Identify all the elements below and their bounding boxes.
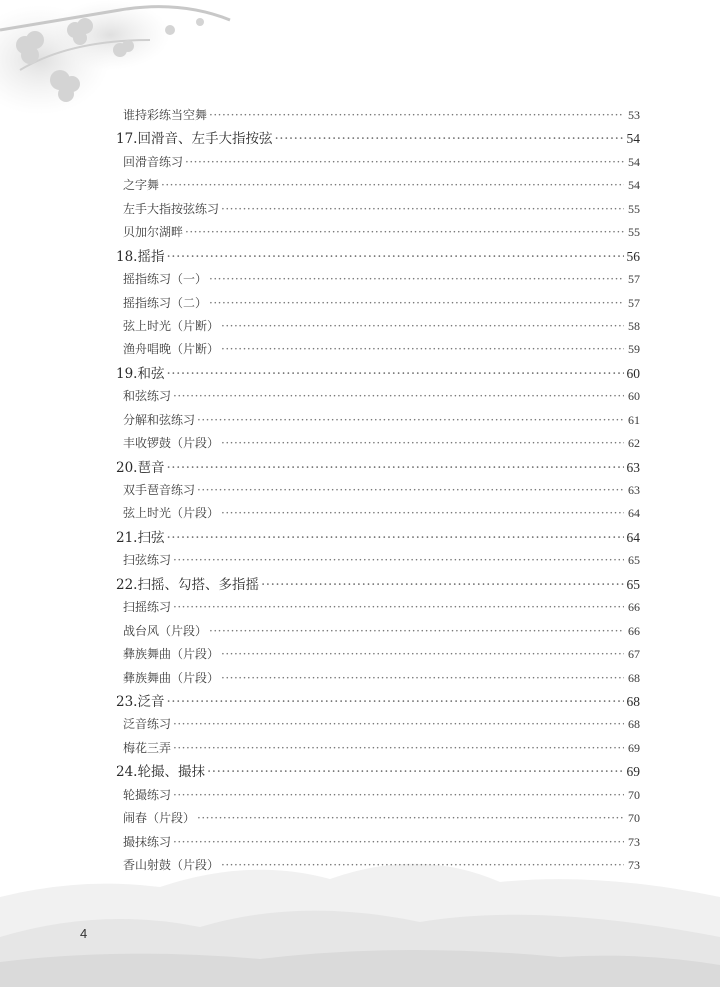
- toc-entry-title: 扫摇练习: [123, 600, 172, 615]
- toc-entry-row: [116, 174, 640, 197]
- toc-entry-title: 和弦练习: [123, 389, 172, 404]
- toc-entry-title: 香山射鼓（片段）: [123, 858, 220, 872]
- toc-entry-row: [116, 549, 640, 572]
- toc-entry-row: [116, 667, 640, 690]
- toc-entry-page: 67: [628, 647, 640, 662]
- dot-leader: [207, 761, 624, 784]
- toc-entry-row: [116, 807, 640, 830]
- dot-leader: [166, 363, 624, 386]
- toc-entry-page: 66: [628, 600, 640, 615]
- dot-leader: [221, 432, 624, 455]
- dot-leader: [221, 667, 624, 690]
- toc-entry-page: 63: [626, 459, 640, 475]
- toc-entry-title: 20.琶音: [116, 459, 165, 476]
- toc-entry-page: 58: [628, 318, 640, 333]
- toc-entry-page: 61: [628, 412, 640, 427]
- toc-chapter-row: [116, 456, 640, 479]
- toc-entry-title: 18.摇指: [116, 248, 165, 265]
- dot-leader: [185, 221, 624, 244]
- dot-leader: [197, 409, 624, 432]
- toc-entry-page: 69: [626, 764, 640, 780]
- toc-entry-row: [116, 198, 640, 221]
- toc-entry-page: 66: [628, 623, 640, 638]
- dot-leader: [173, 713, 624, 736]
- dot-leader: [221, 338, 624, 361]
- toc-entry-page: 68: [628, 717, 640, 732]
- dot-leader: [221, 315, 624, 338]
- toc-entry-title: 21.扫弦: [116, 529, 165, 546]
- dot-leader: [166, 246, 624, 269]
- toc-entry-page: 70: [628, 811, 640, 826]
- toc-entry-row: [116, 385, 640, 408]
- toc-entry-page: 73: [628, 834, 640, 849]
- dot-leader: [166, 457, 624, 480]
- dot-leader: [173, 385, 624, 408]
- dot-leader: [209, 620, 624, 643]
- toc-chapter-row: [116, 573, 640, 596]
- toc-chapter-row: [116, 526, 640, 549]
- toc-entry-title: 闹春（片段）: [123, 811, 196, 826]
- toc-entry-page: 70: [628, 787, 640, 802]
- toc-entry-row: [116, 620, 640, 643]
- toc-entry-page: 57: [628, 272, 640, 287]
- dot-leader: [197, 479, 624, 502]
- dot-leader: [161, 174, 624, 197]
- dot-leader: [221, 643, 624, 666]
- toc-entry-title: 回滑音练习: [123, 154, 184, 169]
- toc-entry-row: [116, 292, 640, 315]
- toc-entry-row: [116, 854, 640, 877]
- toc-chapter-row: [116, 760, 640, 783]
- toc-entry-title: 弦上时光（片段）: [123, 506, 220, 521]
- dot-leader: [274, 128, 624, 151]
- toc-chapter-row: [116, 690, 640, 713]
- dot-leader: [197, 807, 624, 830]
- toc-entry-page: 63: [628, 483, 640, 497]
- toc-entry-page: 54: [626, 131, 640, 147]
- toc-entry-page: 54: [628, 178, 640, 193]
- toc-entry-page: 57: [628, 295, 640, 310]
- dot-leader: [166, 691, 624, 714]
- toc-entry-row: [116, 502, 640, 525]
- toc-entry-row: [116, 784, 640, 807]
- toc-entry-row: [116, 221, 640, 244]
- toc-entry-title: 梅花三弄: [123, 740, 172, 755]
- dot-leader: [173, 549, 624, 572]
- dot-leader: [166, 527, 624, 550]
- toc-entry-title: 17.回滑音、左手大指按弦: [116, 131, 273, 148]
- toc-entry-title: 渔舟唱晚（片断）: [123, 342, 220, 357]
- toc-entry-title: 分解和弦练习: [123, 412, 196, 427]
- toc-chapter-row: [116, 362, 640, 385]
- toc-entry-row: [116, 315, 640, 338]
- toc-entry-page: 60: [628, 389, 640, 404]
- dot-leader: [221, 198, 624, 221]
- dot-leader: [209, 268, 624, 291]
- dot-leader: [221, 854, 624, 877]
- dot-leader: [173, 784, 624, 807]
- dot-leader: [221, 502, 624, 525]
- toc-entry-row: [116, 737, 640, 760]
- toc-entry-title: 23.泛音: [116, 693, 165, 710]
- dot-leader: [173, 737, 624, 760]
- toc-entry-row: [116, 151, 640, 174]
- toc-entry-row: [116, 104, 640, 127]
- toc-entry-row: [116, 268, 640, 291]
- toc-entry-page: 60: [626, 365, 640, 381]
- toc-entry-title: 双手琶音练习: [123, 483, 196, 497]
- toc-entry-title: 摇指练习（一）: [123, 272, 208, 287]
- toc-entry-page: 68: [626, 693, 640, 709]
- toc-entry-title: 22.扫摇、勾搭、多指摇: [116, 576, 259, 593]
- toc-entry-title: 谁持彩练当空舞: [123, 108, 208, 122]
- toc-entry-row: [116, 432, 640, 455]
- toc-entry-row: [116, 713, 640, 736]
- toc-entry-title: 摇指练习（二）: [123, 295, 208, 310]
- toc-chapter-row: [116, 245, 640, 268]
- toc-entry-row: [116, 596, 640, 619]
- toc-entry-title: 之字舞: [123, 178, 160, 193]
- page-number: 4: [80, 926, 88, 941]
- toc-entry-page: 59: [628, 342, 640, 357]
- toc-entry-page: 68: [628, 670, 640, 685]
- toc-entry-title: 战台风（片段）: [123, 623, 208, 638]
- toc-entry-page: 54: [628, 154, 640, 169]
- table-of-contents: [116, 104, 640, 877]
- dot-leader: [185, 151, 624, 174]
- toc-entry-title: 撮抹练习: [123, 834, 172, 849]
- toc-entry-page: 56: [626, 248, 640, 264]
- toc-entry-row: [116, 831, 640, 854]
- toc-entry-page: 55: [628, 225, 640, 240]
- toc-entry-page: 65: [628, 553, 640, 568]
- dot-leader: [173, 596, 624, 619]
- toc-entry-row: [116, 643, 640, 666]
- toc-entry-row: [116, 338, 640, 361]
- toc-entry-page: 64: [626, 529, 640, 545]
- toc-entry-title: 24.轮撮、撮抹: [116, 764, 205, 781]
- toc-entry-title: 19.和弦: [116, 365, 165, 382]
- toc-entry-title: 左手大指按弦练习: [123, 201, 220, 216]
- toc-entry-page: 64: [628, 506, 640, 521]
- toc-entry-title: 彝族舞曲（片段）: [123, 647, 220, 662]
- toc-entry-row: [116, 409, 640, 432]
- toc-entry-page: 53: [628, 108, 640, 122]
- toc-entry-title: 彝族舞曲（片段）: [123, 670, 220, 685]
- toc-entry-row: [116, 479, 640, 502]
- toc-entry-page: 62: [628, 436, 640, 451]
- dot-leader: [261, 574, 624, 597]
- toc-entry-title: 扫弦练习: [123, 553, 172, 568]
- dot-leader: [209, 292, 624, 315]
- toc-entry-title: 丰收锣鼓（片段）: [123, 436, 220, 451]
- toc-entry-page: 73: [628, 858, 640, 872]
- toc-entry-title: 贝加尔湖畔: [123, 225, 184, 240]
- toc-entry-page: 55: [628, 201, 640, 216]
- toc-entry-title: 泛音练习: [123, 717, 172, 732]
- dot-leader: [173, 831, 624, 854]
- toc-entry-title: 轮撮练习: [123, 787, 172, 802]
- toc-chapter-row: [116, 127, 640, 150]
- dot-leader: [209, 104, 624, 127]
- toc-entry-page: 69: [628, 740, 640, 755]
- toc-entry-page: 65: [626, 576, 640, 592]
- toc-entry-title: 弦上时光（片断）: [123, 318, 220, 333]
